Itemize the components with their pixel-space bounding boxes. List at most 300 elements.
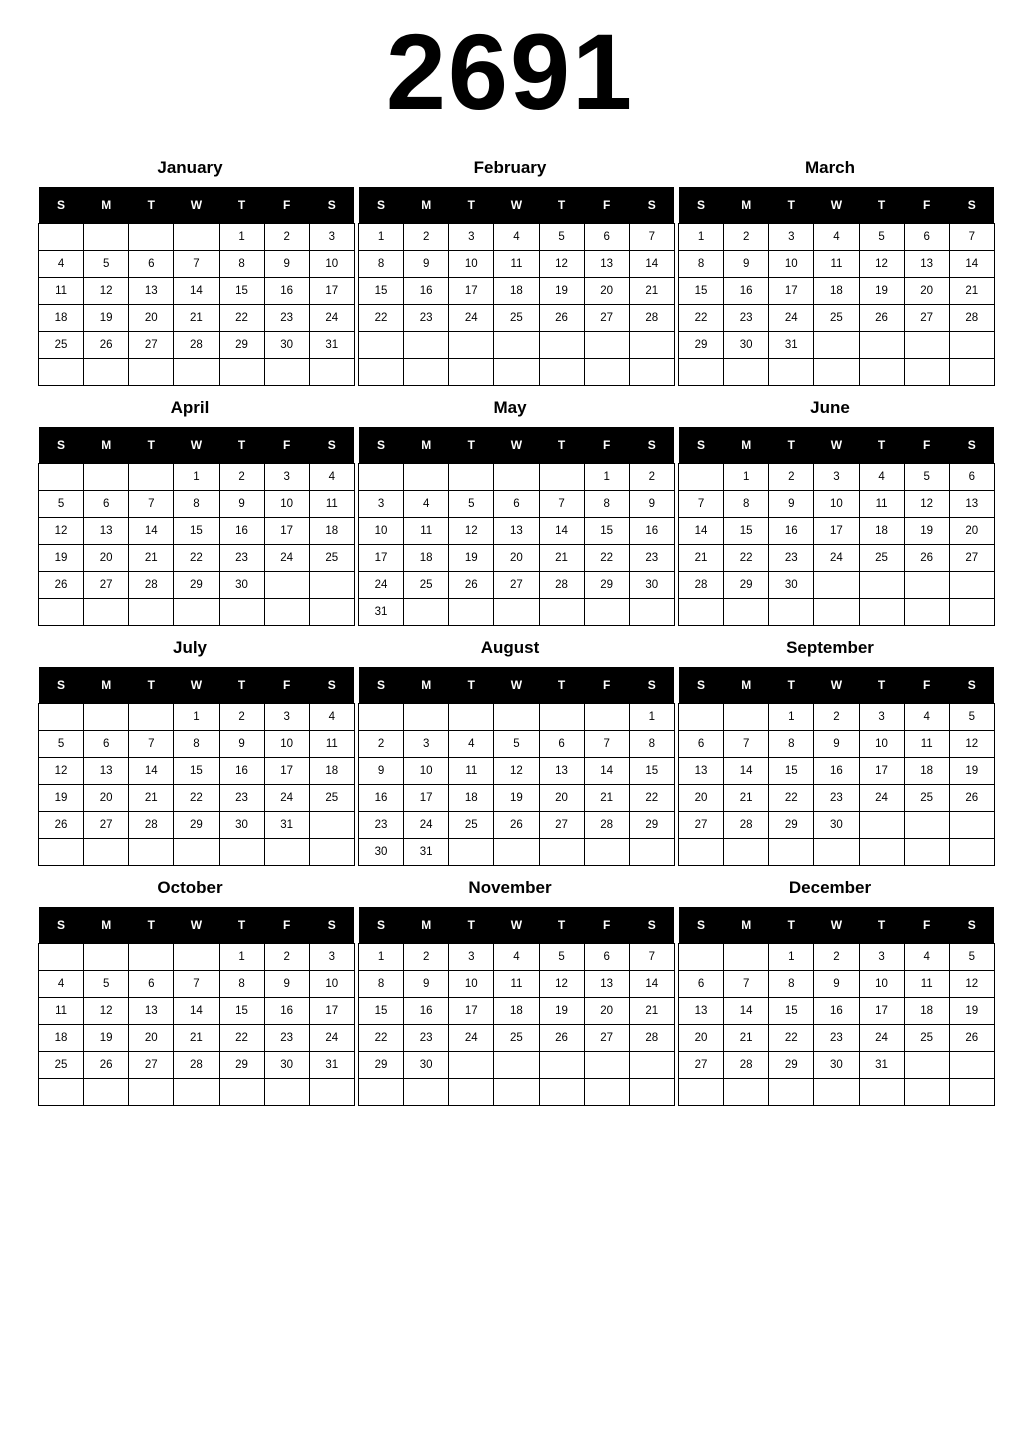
day-cell[interactable]: 14 <box>584 758 629 785</box>
day-cell[interactable]: 16 <box>724 278 769 305</box>
day-cell[interactable]: 17 <box>769 278 814 305</box>
day-cell[interactable]: 31 <box>309 332 354 359</box>
day-cell[interactable]: 23 <box>404 305 449 332</box>
day-cell[interactable]: 30 <box>814 812 859 839</box>
day-cell[interactable]: 27 <box>84 572 129 599</box>
day-cell[interactable]: 8 <box>679 251 724 278</box>
day-cell[interactable]: 11 <box>904 971 949 998</box>
day-cell[interactable]: 27 <box>679 1052 724 1079</box>
day-cell[interactable]: 18 <box>39 1025 84 1052</box>
day-cell[interactable]: 22 <box>769 1025 814 1052</box>
day-cell[interactable]: 10 <box>769 251 814 278</box>
day-cell[interactable]: 29 <box>769 812 814 839</box>
day-cell[interactable]: 20 <box>904 278 949 305</box>
day-cell[interactable]: 18 <box>309 518 354 545</box>
day-cell[interactable]: 15 <box>359 278 404 305</box>
day-cell[interactable]: 19 <box>904 518 949 545</box>
day-cell[interactable]: 31 <box>359 599 404 626</box>
day-cell[interactable]: 8 <box>769 971 814 998</box>
day-cell[interactable]: 29 <box>724 572 769 599</box>
day-cell[interactable]: 13 <box>84 518 129 545</box>
day-cell[interactable]: 5 <box>39 731 84 758</box>
day-cell[interactable]: 25 <box>859 545 904 572</box>
day-cell[interactable]: 16 <box>264 278 309 305</box>
day-cell[interactable]: 3 <box>449 944 494 971</box>
day-cell[interactable]: 7 <box>174 251 219 278</box>
day-cell[interactable]: 23 <box>219 785 264 812</box>
day-cell[interactable]: 10 <box>264 491 309 518</box>
day-cell[interactable]: 27 <box>949 545 994 572</box>
day-cell[interactable]: 4 <box>309 704 354 731</box>
day-cell[interactable]: 24 <box>449 305 494 332</box>
day-cell[interactable]: 10 <box>404 758 449 785</box>
day-cell[interactable]: 29 <box>629 812 674 839</box>
day-cell[interactable]: 22 <box>724 545 769 572</box>
day-cell[interactable]: 29 <box>174 572 219 599</box>
day-cell[interactable]: 23 <box>219 545 264 572</box>
day-cell[interactable]: 29 <box>769 1052 814 1079</box>
day-cell[interactable]: 20 <box>494 545 539 572</box>
day-cell[interactable]: 30 <box>219 812 264 839</box>
day-cell[interactable]: 31 <box>264 812 309 839</box>
day-cell[interactable]: 19 <box>949 998 994 1025</box>
day-cell[interactable]: 26 <box>39 572 84 599</box>
day-cell[interactable]: 19 <box>539 998 584 1025</box>
day-cell[interactable]: 11 <box>904 731 949 758</box>
day-cell[interactable]: 20 <box>679 785 724 812</box>
day-cell[interactable]: 26 <box>494 812 539 839</box>
day-cell[interactable]: 11 <box>449 758 494 785</box>
day-cell[interactable]: 6 <box>584 224 629 251</box>
day-cell[interactable]: 7 <box>174 971 219 998</box>
day-cell[interactable]: 3 <box>359 491 404 518</box>
day-cell[interactable]: 26 <box>539 305 584 332</box>
day-cell[interactable]: 12 <box>539 251 584 278</box>
day-cell[interactable]: 11 <box>494 971 539 998</box>
day-cell[interactable]: 27 <box>129 332 174 359</box>
day-cell[interactable]: 11 <box>494 251 539 278</box>
day-cell[interactable]: 4 <box>904 944 949 971</box>
day-cell[interactable]: 3 <box>449 224 494 251</box>
day-cell[interactable]: 17 <box>859 758 904 785</box>
day-cell[interactable]: 18 <box>449 785 494 812</box>
day-cell[interactable]: 15 <box>769 758 814 785</box>
day-cell[interactable]: 28 <box>724 1052 769 1079</box>
day-cell[interactable]: 9 <box>219 491 264 518</box>
day-cell[interactable]: 2 <box>404 944 449 971</box>
day-cell[interactable]: 15 <box>359 998 404 1025</box>
day-cell[interactable]: 14 <box>539 518 584 545</box>
day-cell[interactable]: 21 <box>539 545 584 572</box>
day-cell[interactable]: 28 <box>174 332 219 359</box>
day-cell[interactable]: 28 <box>129 812 174 839</box>
day-cell[interactable]: 1 <box>219 944 264 971</box>
day-cell[interactable]: 18 <box>494 998 539 1025</box>
day-cell[interactable]: 1 <box>769 944 814 971</box>
day-cell[interactable]: 8 <box>769 731 814 758</box>
day-cell[interactable]: 3 <box>264 704 309 731</box>
day-cell[interactable]: 21 <box>129 545 174 572</box>
day-cell[interactable]: 23 <box>769 545 814 572</box>
day-cell[interactable]: 6 <box>84 491 129 518</box>
day-cell[interactable]: 17 <box>309 278 354 305</box>
day-cell[interactable]: 8 <box>724 491 769 518</box>
day-cell[interactable]: 7 <box>129 491 174 518</box>
day-cell[interactable]: 9 <box>724 251 769 278</box>
day-cell[interactable]: 1 <box>219 224 264 251</box>
day-cell[interactable]: 25 <box>309 785 354 812</box>
day-cell[interactable]: 12 <box>494 758 539 785</box>
day-cell[interactable]: 17 <box>359 545 404 572</box>
day-cell[interactable]: 25 <box>494 1025 539 1052</box>
day-cell[interactable]: 28 <box>174 1052 219 1079</box>
day-cell[interactable]: 21 <box>629 278 674 305</box>
day-cell[interactable]: 8 <box>174 731 219 758</box>
day-cell[interactable]: 18 <box>814 278 859 305</box>
day-cell[interactable]: 31 <box>404 839 449 866</box>
day-cell[interactable]: 21 <box>129 785 174 812</box>
day-cell[interactable]: 5 <box>449 491 494 518</box>
day-cell[interactable]: 17 <box>449 278 494 305</box>
day-cell[interactable]: 22 <box>584 545 629 572</box>
day-cell[interactable]: 1 <box>174 464 219 491</box>
day-cell[interactable]: 17 <box>309 998 354 1025</box>
day-cell[interactable]: 18 <box>904 998 949 1025</box>
day-cell[interactable]: 22 <box>769 785 814 812</box>
day-cell[interactable]: 10 <box>859 971 904 998</box>
day-cell[interactable]: 22 <box>679 305 724 332</box>
day-cell[interactable]: 17 <box>264 758 309 785</box>
day-cell[interactable]: 2 <box>219 464 264 491</box>
day-cell[interactable]: 20 <box>584 278 629 305</box>
day-cell[interactable]: 6 <box>539 731 584 758</box>
day-cell[interactable]: 24 <box>404 812 449 839</box>
day-cell[interactable]: 28 <box>629 1025 674 1052</box>
day-cell[interactable]: 2 <box>769 464 814 491</box>
day-cell[interactable]: 19 <box>84 1025 129 1052</box>
day-cell[interactable]: 9 <box>769 491 814 518</box>
day-cell[interactable]: 22 <box>174 545 219 572</box>
day-cell[interactable]: 17 <box>404 785 449 812</box>
day-cell[interactable]: 27 <box>904 305 949 332</box>
day-cell[interactable]: 12 <box>904 491 949 518</box>
day-cell[interactable]: 12 <box>39 518 84 545</box>
day-cell[interactable]: 31 <box>309 1052 354 1079</box>
day-cell[interactable]: 27 <box>494 572 539 599</box>
day-cell[interactable]: 28 <box>629 305 674 332</box>
day-cell[interactable]: 11 <box>309 491 354 518</box>
day-cell[interactable]: 12 <box>39 758 84 785</box>
day-cell[interactable]: 25 <box>449 812 494 839</box>
day-cell[interactable]: 24 <box>769 305 814 332</box>
day-cell[interactable]: 5 <box>539 944 584 971</box>
day-cell[interactable]: 10 <box>309 251 354 278</box>
day-cell[interactable]: 8 <box>629 731 674 758</box>
day-cell[interactable]: 15 <box>769 998 814 1025</box>
day-cell[interactable]: 26 <box>949 785 994 812</box>
day-cell[interactable]: 28 <box>129 572 174 599</box>
day-cell[interactable]: 5 <box>39 491 84 518</box>
day-cell[interactable]: 4 <box>39 251 84 278</box>
day-cell[interactable]: 25 <box>814 305 859 332</box>
day-cell[interactable]: 22 <box>219 1025 264 1052</box>
day-cell[interactable]: 11 <box>859 491 904 518</box>
day-cell[interactable]: 4 <box>449 731 494 758</box>
day-cell[interactable]: 21 <box>724 785 769 812</box>
day-cell[interactable]: 9 <box>264 251 309 278</box>
day-cell[interactable]: 22 <box>219 305 264 332</box>
day-cell[interactable]: 20 <box>584 998 629 1025</box>
day-cell[interactable]: 29 <box>219 1052 264 1079</box>
day-cell[interactable]: 8 <box>584 491 629 518</box>
day-cell[interactable]: 20 <box>84 785 129 812</box>
day-cell[interactable]: 24 <box>309 305 354 332</box>
day-cell[interactable]: 19 <box>539 278 584 305</box>
day-cell[interactable]: 24 <box>859 785 904 812</box>
day-cell[interactable]: 15 <box>219 278 264 305</box>
day-cell[interactable]: 29 <box>219 332 264 359</box>
day-cell[interactable]: 7 <box>949 224 994 251</box>
day-cell[interactable]: 3 <box>309 944 354 971</box>
day-cell[interactable]: 6 <box>584 944 629 971</box>
day-cell[interactable]: 28 <box>539 572 584 599</box>
day-cell[interactable]: 21 <box>629 998 674 1025</box>
day-cell[interactable]: 11 <box>39 998 84 1025</box>
day-cell[interactable]: 21 <box>679 545 724 572</box>
day-cell[interactable]: 27 <box>584 305 629 332</box>
day-cell[interactable]: 23 <box>264 305 309 332</box>
day-cell[interactable]: 1 <box>359 944 404 971</box>
day-cell[interactable]: 6 <box>129 251 174 278</box>
day-cell[interactable]: 4 <box>39 971 84 998</box>
day-cell[interactable]: 10 <box>814 491 859 518</box>
day-cell[interactable]: 4 <box>404 491 449 518</box>
day-cell[interactable]: 28 <box>679 572 724 599</box>
day-cell[interactable]: 6 <box>949 464 994 491</box>
day-cell[interactable]: 14 <box>174 278 219 305</box>
day-cell[interactable]: 5 <box>539 224 584 251</box>
day-cell[interactable]: 17 <box>264 518 309 545</box>
day-cell[interactable]: 22 <box>629 785 674 812</box>
day-cell[interactable]: 15 <box>219 998 264 1025</box>
day-cell[interactable]: 14 <box>949 251 994 278</box>
day-cell[interactable]: 19 <box>84 305 129 332</box>
day-cell[interactable]: 20 <box>84 545 129 572</box>
day-cell[interactable]: 7 <box>724 971 769 998</box>
day-cell[interactable]: 10 <box>359 518 404 545</box>
day-cell[interactable]: 8 <box>174 491 219 518</box>
day-cell[interactable]: 19 <box>949 758 994 785</box>
day-cell[interactable]: 20 <box>129 305 174 332</box>
day-cell[interactable]: 28 <box>724 812 769 839</box>
day-cell[interactable]: 30 <box>814 1052 859 1079</box>
day-cell[interactable]: 23 <box>724 305 769 332</box>
day-cell[interactable]: 7 <box>539 491 584 518</box>
day-cell[interactable]: 16 <box>359 785 404 812</box>
day-cell[interactable]: 9 <box>219 731 264 758</box>
day-cell[interactable]: 28 <box>584 812 629 839</box>
day-cell[interactable]: 29 <box>584 572 629 599</box>
day-cell[interactable]: 26 <box>84 332 129 359</box>
day-cell[interactable]: 23 <box>359 812 404 839</box>
day-cell[interactable]: 21 <box>174 305 219 332</box>
day-cell[interactable]: 25 <box>309 545 354 572</box>
day-cell[interactable]: 13 <box>584 971 629 998</box>
day-cell[interactable]: 24 <box>859 1025 904 1052</box>
day-cell[interactable]: 26 <box>39 812 84 839</box>
day-cell[interactable]: 20 <box>129 1025 174 1052</box>
day-cell[interactable]: 5 <box>904 464 949 491</box>
day-cell[interactable]: 13 <box>129 278 174 305</box>
day-cell[interactable]: 16 <box>814 758 859 785</box>
day-cell[interactable]: 3 <box>264 464 309 491</box>
day-cell[interactable]: 14 <box>724 998 769 1025</box>
day-cell[interactable]: 26 <box>904 545 949 572</box>
day-cell[interactable]: 14 <box>724 758 769 785</box>
day-cell[interactable]: 7 <box>629 944 674 971</box>
day-cell[interactable]: 27 <box>129 1052 174 1079</box>
day-cell[interactable]: 31 <box>769 332 814 359</box>
day-cell[interactable]: 30 <box>264 332 309 359</box>
day-cell[interactable]: 18 <box>309 758 354 785</box>
day-cell[interactable]: 6 <box>679 971 724 998</box>
day-cell[interactable]: 9 <box>629 491 674 518</box>
day-cell[interactable]: 9 <box>359 758 404 785</box>
day-cell[interactable]: 12 <box>859 251 904 278</box>
day-cell[interactable]: 4 <box>494 944 539 971</box>
day-cell[interactable]: 2 <box>814 944 859 971</box>
day-cell[interactable]: 7 <box>629 224 674 251</box>
day-cell[interactable]: 5 <box>84 251 129 278</box>
day-cell[interactable]: 4 <box>309 464 354 491</box>
day-cell[interactable]: 12 <box>449 518 494 545</box>
day-cell[interactable]: 22 <box>174 785 219 812</box>
day-cell[interactable]: 16 <box>264 998 309 1025</box>
day-cell[interactable]: 15 <box>679 278 724 305</box>
day-cell[interactable]: 12 <box>949 971 994 998</box>
day-cell[interactable]: 9 <box>814 971 859 998</box>
day-cell[interactable]: 22 <box>359 1025 404 1052</box>
day-cell[interactable]: 21 <box>584 785 629 812</box>
day-cell[interactable]: 2 <box>219 704 264 731</box>
day-cell[interactable]: 16 <box>629 518 674 545</box>
day-cell[interactable]: 16 <box>814 998 859 1025</box>
day-cell[interactable]: 23 <box>814 1025 859 1052</box>
day-cell[interactable]: 6 <box>679 731 724 758</box>
day-cell[interactable]: 25 <box>39 332 84 359</box>
day-cell[interactable]: 3 <box>404 731 449 758</box>
day-cell[interactable]: 13 <box>949 491 994 518</box>
day-cell[interactable]: 15 <box>174 758 219 785</box>
day-cell[interactable]: 31 <box>859 1052 904 1079</box>
day-cell[interactable]: 3 <box>309 224 354 251</box>
day-cell[interactable]: 25 <box>904 1025 949 1052</box>
day-cell[interactable]: 10 <box>449 971 494 998</box>
day-cell[interactable]: 7 <box>129 731 174 758</box>
day-cell[interactable]: 1 <box>174 704 219 731</box>
day-cell[interactable]: 18 <box>404 545 449 572</box>
day-cell[interactable]: 17 <box>814 518 859 545</box>
day-cell[interactable]: 30 <box>724 332 769 359</box>
day-cell[interactable]: 10 <box>449 251 494 278</box>
day-cell[interactable]: 17 <box>449 998 494 1025</box>
day-cell[interactable]: 24 <box>309 1025 354 1052</box>
day-cell[interactable]: 13 <box>584 251 629 278</box>
day-cell[interactable]: 1 <box>584 464 629 491</box>
day-cell[interactable]: 30 <box>264 1052 309 1079</box>
day-cell[interactable]: 16 <box>219 758 264 785</box>
day-cell[interactable]: 27 <box>84 812 129 839</box>
day-cell[interactable]: 2 <box>359 731 404 758</box>
day-cell[interactable]: 30 <box>219 572 264 599</box>
day-cell[interactable]: 18 <box>39 305 84 332</box>
day-cell[interactable]: 23 <box>264 1025 309 1052</box>
day-cell[interactable]: 13 <box>904 251 949 278</box>
day-cell[interactable]: 23 <box>629 545 674 572</box>
day-cell[interactable]: 2 <box>629 464 674 491</box>
day-cell[interactable]: 8 <box>219 251 264 278</box>
day-cell[interactable]: 14 <box>129 518 174 545</box>
day-cell[interactable]: 10 <box>309 971 354 998</box>
day-cell[interactable]: 13 <box>539 758 584 785</box>
day-cell[interactable]: 19 <box>859 278 904 305</box>
day-cell[interactable]: 2 <box>724 224 769 251</box>
day-cell[interactable]: 15 <box>629 758 674 785</box>
day-cell[interactable]: 14 <box>679 518 724 545</box>
day-cell[interactable]: 5 <box>949 704 994 731</box>
day-cell[interactable]: 13 <box>129 998 174 1025</box>
day-cell[interactable]: 22 <box>359 305 404 332</box>
day-cell[interactable]: 3 <box>859 704 904 731</box>
day-cell[interactable]: 3 <box>769 224 814 251</box>
day-cell[interactable]: 19 <box>39 785 84 812</box>
day-cell[interactable]: 30 <box>629 572 674 599</box>
day-cell[interactable]: 19 <box>494 785 539 812</box>
day-cell[interactable]: 20 <box>679 1025 724 1052</box>
day-cell[interactable]: 14 <box>629 971 674 998</box>
day-cell[interactable]: 18 <box>904 758 949 785</box>
day-cell[interactable]: 27 <box>539 812 584 839</box>
day-cell[interactable]: 28 <box>949 305 994 332</box>
day-cell[interactable]: 24 <box>264 785 309 812</box>
day-cell[interactable]: 24 <box>264 545 309 572</box>
day-cell[interactable]: 4 <box>494 224 539 251</box>
day-cell[interactable]: 10 <box>264 731 309 758</box>
day-cell[interactable]: 12 <box>84 278 129 305</box>
day-cell[interactable]: 11 <box>309 731 354 758</box>
day-cell[interactable]: 24 <box>814 545 859 572</box>
day-cell[interactable]: 7 <box>584 731 629 758</box>
day-cell[interactable]: 12 <box>949 731 994 758</box>
day-cell[interactable]: 30 <box>359 839 404 866</box>
day-cell[interactable]: 1 <box>769 704 814 731</box>
day-cell[interactable]: 26 <box>84 1052 129 1079</box>
day-cell[interactable]: 6 <box>129 971 174 998</box>
day-cell[interactable]: 29 <box>359 1052 404 1079</box>
day-cell[interactable]: 10 <box>859 731 904 758</box>
day-cell[interactable]: 16 <box>769 518 814 545</box>
day-cell[interactable]: 1 <box>679 224 724 251</box>
day-cell[interactable]: 26 <box>859 305 904 332</box>
day-cell[interactable]: 27 <box>679 812 724 839</box>
day-cell[interactable]: 13 <box>494 518 539 545</box>
day-cell[interactable]: 5 <box>494 731 539 758</box>
day-cell[interactable]: 15 <box>584 518 629 545</box>
day-cell[interactable]: 6 <box>494 491 539 518</box>
day-cell[interactable]: 21 <box>949 278 994 305</box>
day-cell[interactable]: 15 <box>174 518 219 545</box>
day-cell[interactable]: 5 <box>859 224 904 251</box>
